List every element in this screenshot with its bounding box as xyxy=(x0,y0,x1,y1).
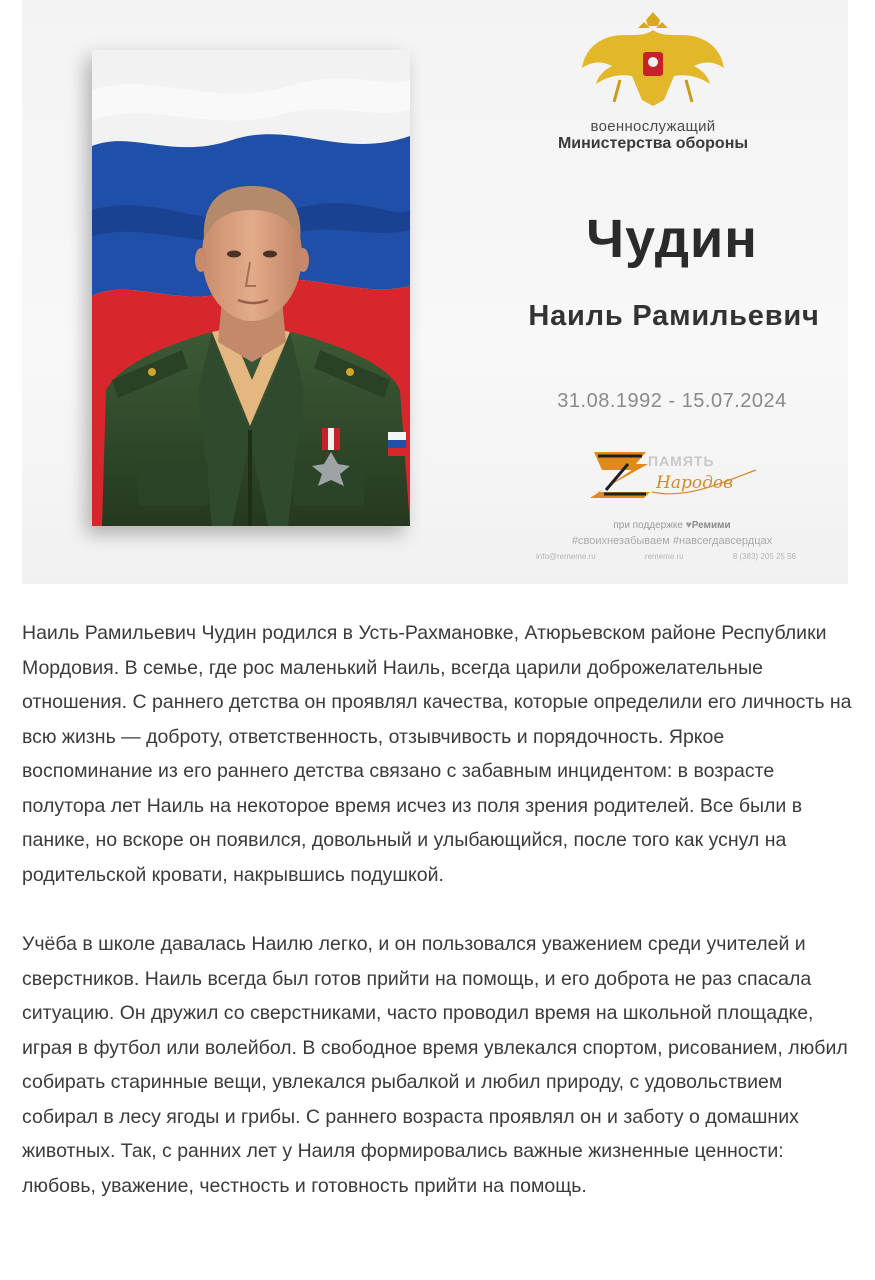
surname-title: Чудин xyxy=(586,209,758,269)
ministry-label: Министерства обороны xyxy=(557,135,749,152)
given-names-title: Наиль Рамильевич xyxy=(528,300,820,332)
hashtags: #своихнезабываем #навсегдавсердцах xyxy=(571,535,773,547)
soldier-portrait-icon xyxy=(92,50,410,526)
double-headed-eagle-emblem xyxy=(580,10,726,108)
rank-label: военнослужащий xyxy=(590,118,716,135)
contact-phone: 8 (383) 205 25 56 xyxy=(732,552,796,561)
contacts-row xyxy=(536,552,796,561)
contact-site: rememe.ru xyxy=(644,552,684,561)
biography xyxy=(22,616,858,1238)
heart-icon: ♥ xyxy=(685,520,692,531)
bio-paragraph-2: Учёба в школе давалась Наилю легко, и он пользовался уважением среди учителей и сверстников. Наиль всегда был готов прийти на помощь, и его доброта не раз спасала ситуацию. Он дружил со сверстниками, часто проводил время на школьной площадке, играя в футбол или волейбол. В свободное время увлекался спортом, рисованием, любил собирать старинные вещи, увлекался рыбалкой и любил природу, с удовольствием собирал в лесу ягоды и грибы. С раннего возраста проявлял он и заботу о домашних животных. Так, с ранних лет у Наиля формировались важные жизненные ценности: любовь, уважение, честность и готовность прийти на помощь. xyxy=(22,933,848,1197)
logo-text-bottom: Народов xyxy=(656,473,733,493)
contact-email: info@rememe.ru xyxy=(536,552,596,561)
support-line xyxy=(492,520,848,531)
support-prefix: при поддержке xyxy=(613,520,683,531)
z-ribbon-logo xyxy=(588,440,768,506)
life-dates: 31.08.1992 - 15.07.2024 xyxy=(557,390,787,412)
memorial-card xyxy=(22,0,848,584)
memorial-photo xyxy=(92,50,410,526)
logo-text-top: ПАМЯТЬ xyxy=(648,453,715,469)
bio-paragraph-1: Наиль Рамильевич Чудин родился в Усть-Рахмановке, Атюрьевском районе Республики Мордовия. В семье, где рос маленький Наиль, всегда царили доброжелательные отношения. С раннего детства он проявлял качества, которые определили его личность на всю жизнь — доброту, ответственность, отзывчивость и порядочность. Яркое воспоминание из его раннего детства связано с забавным инцидентом: в возрасте полутора лет Наиль на некоторое время исчез из поля зрения родителей. Все были в панике, но вскоре он появился, довольный и улыбающийся, после того как уснул на родительской кровати, накрывшись подушкой. xyxy=(22,622,852,886)
support-brand: Ремими xyxy=(691,520,731,531)
